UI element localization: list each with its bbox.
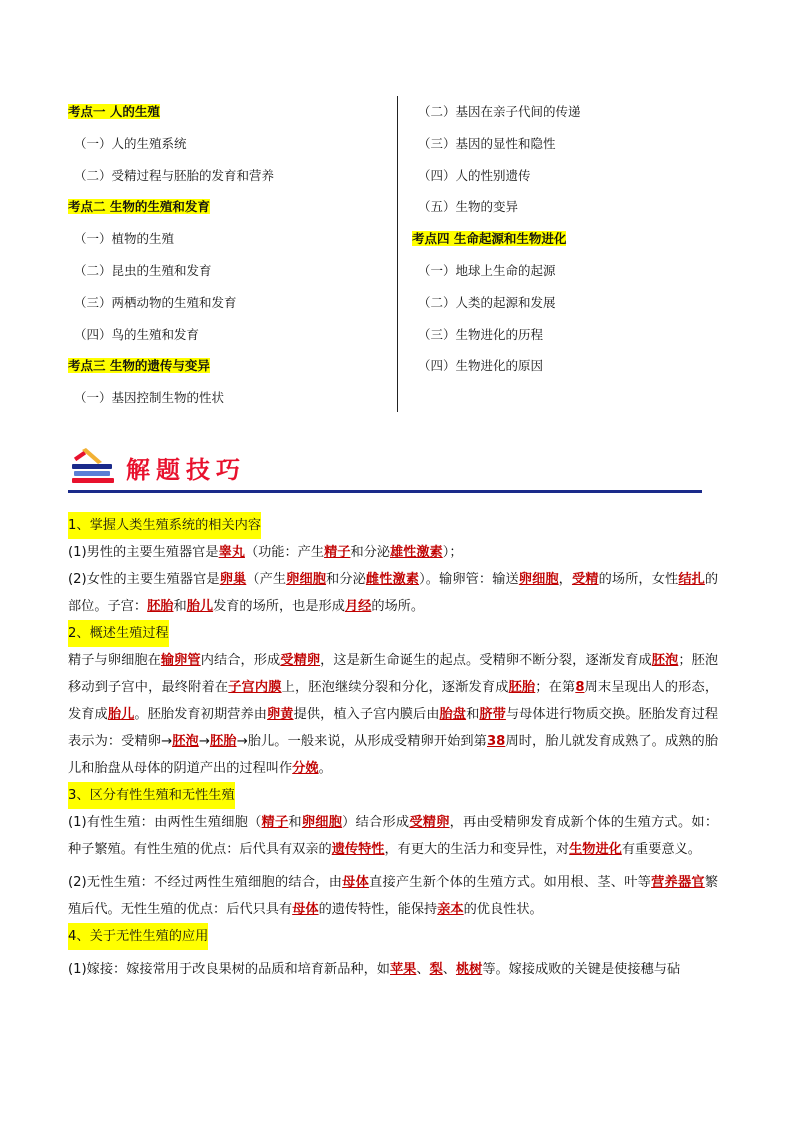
outline-text: （一）植物的生殖 <box>74 231 175 247</box>
key-term: 分娩 <box>292 761 319 776</box>
outline-text: （三）基因的显性和隐性 <box>418 135 556 151</box>
key-term: 卵细胞 <box>518 572 559 587</box>
text-run: 的场所。 <box>371 599 425 614</box>
key-term: 38 <box>486 734 506 749</box>
outline-subitem <box>412 255 712 287</box>
text-run: 的遗传特性，能保持 <box>318 902 438 917</box>
outline-subitem <box>412 350 712 382</box>
outline-heading <box>68 96 398 128</box>
text-run: 、 <box>416 962 430 977</box>
key-term: 生物进化 <box>569 842 622 857</box>
outline-text: （四）人的性别遗传 <box>418 167 531 183</box>
text-run: 内结合，形成 <box>200 653 281 668</box>
outline-subitem <box>68 160 398 192</box>
text-run: 周末呈现出人的形态，发育成 <box>68 680 719 722</box>
key-term: 亲本 <box>437 902 464 917</box>
text-run: 的部位。子宫： <box>68 572 719 614</box>
outline-subitem <box>68 128 398 160</box>
outline-right-column <box>412 96 712 382</box>
text-run: (1)嫁接：嫁接常用于改良果树的品质和培育新品种，如 <box>68 962 390 977</box>
text-run: ）。输卵管：输送 <box>419 572 519 587</box>
paragraph <box>68 647 718 782</box>
key-term: 受精卵 <box>280 653 321 668</box>
text-run: ）； <box>442 545 463 560</box>
text-run: (2)无性生殖：不经过两性生殖细胞的结合，由 <box>68 875 343 890</box>
paragraph <box>68 566 718 620</box>
text-run: 。 <box>318 761 332 776</box>
outline-heading <box>68 191 398 223</box>
text-run: ，这是新生命诞生的起点。受精卵不断分裂，逐渐发育成 <box>320 653 652 668</box>
outline-text: （一）人的生殖系统 <box>74 135 187 151</box>
key-term: 胚胎 <box>508 680 536 695</box>
tips-body <box>68 512 718 983</box>
text-run: ）结合形成 <box>342 815 410 830</box>
outline-subitem <box>68 223 398 255</box>
outline-subitem <box>412 287 712 319</box>
key-term: 睾丸 <box>218 545 245 560</box>
key-term: 月经 <box>344 599 372 614</box>
section-banner <box>68 442 702 498</box>
key-term: 雄性激素 <box>390 545 443 560</box>
key-term: 胎儿 <box>107 707 135 722</box>
text-run: (1)有性生殖：由两性生殖细胞（ <box>68 815 262 830</box>
outline-text: （二）基因在亲子代间的传递 <box>418 104 581 119</box>
text-run: 发育的场所，也是形成 <box>213 599 345 614</box>
text-run: → <box>198 734 210 749</box>
paragraph <box>68 809 718 863</box>
text-run: 和 <box>466 707 480 722</box>
outline-subitem <box>412 160 712 192</box>
paragraph <box>68 869 718 923</box>
text-run: 繁殖后代。无性生殖的优点：后代只具有 <box>68 875 719 917</box>
paragraph <box>68 539 718 566</box>
outline-text: 考点一 人的生殖 <box>68 104 160 119</box>
key-term: 输卵管 <box>160 653 201 668</box>
outline-left-column <box>68 96 398 414</box>
key-term: 母体 <box>292 902 319 917</box>
text-run: 与母体进行物质交换。胚胎发育过程表示为：受精卵→ <box>68 707 719 749</box>
key-term: 结扎 <box>678 572 705 587</box>
text-run: 和 <box>173 599 187 614</box>
text-run: (1)男性的主要生殖器官是 <box>68 545 219 560</box>
section-underline <box>68 490 702 493</box>
text-run: 和分泌 <box>326 572 366 587</box>
text-run: 的场所，女性 <box>598 572 679 587</box>
text-run: 的优良性状。 <box>463 902 543 917</box>
text-run: ；在第 <box>535 680 576 695</box>
text-run: 提供，植入子宫内膜后由 <box>293 707 440 722</box>
key-term: 营养器官 <box>651 875 705 890</box>
key-term: 遗传特性 <box>331 842 385 857</box>
text-run: →胎儿。一般来说，从形成受精卵开始到第 <box>236 734 487 749</box>
key-term: 卵细胞 <box>301 815 343 830</box>
section-heading <box>68 512 718 539</box>
key-term: 8 <box>575 680 585 695</box>
key-term: 胎盘 <box>439 707 467 722</box>
outline-subitem <box>68 255 398 287</box>
key-term: 受精卵 <box>409 815 450 830</box>
text-run: ，有更大的生活力和变异性，对 <box>384 842 570 857</box>
outline-heading <box>412 223 712 255</box>
text-run: 、 <box>442 962 456 977</box>
paragraph <box>68 956 718 983</box>
key-term: 卵黄 <box>267 707 294 722</box>
section-heading-text: 2、概述生殖过程 <box>68 620 169 647</box>
key-term: 苹果 <box>390 962 417 977</box>
outline-table <box>68 96 708 412</box>
key-term: 脐带 <box>479 707 506 722</box>
text-run: ， <box>558 572 572 587</box>
text-run: ；胚泡移动到子宫中，最终附着在 <box>68 653 719 695</box>
outline-text: （四）鸟的生殖和发育 <box>74 326 200 342</box>
outline-text: 考点二 生物的生殖和发育 <box>68 199 210 215</box>
key-term: 受精 <box>571 572 599 587</box>
outline-text: （四）生物进化的原因 <box>418 358 544 374</box>
outline-text: （二）人类的起源和发展 <box>418 294 556 310</box>
outline-text: （二）受精过程与胚胎的发育和营养 <box>74 167 275 183</box>
key-term: 桃树 <box>455 962 483 977</box>
key-term: 子宫内膜 <box>228 680 282 695</box>
pencil-books-icon <box>72 448 118 488</box>
outline-subitem <box>68 287 398 319</box>
outline-subitem <box>68 382 398 414</box>
key-term: 雌性激素 <box>365 572 420 587</box>
key-term: 卵巢 <box>219 572 247 587</box>
outline-text: 考点四 生命起源和生物进化 <box>412 231 567 247</box>
text-run: （产生 <box>246 572 287 587</box>
key-term: 母体 <box>342 875 370 890</box>
text-run: 等。嫁接成败的关键是使接穗与砧 <box>482 962 681 977</box>
text-run: 和分泌 <box>350 545 390 560</box>
text-run: （功能：产生 <box>244 545 325 560</box>
key-term: 卵细胞 <box>286 572 327 587</box>
text-run: 周时，胎儿就发育成熟了。成熟的胎儿和胎盘从母体的阴道产出的过程叫作 <box>68 734 719 776</box>
outline-subitem <box>412 319 712 351</box>
text-run: (2)女性的主要生殖器官是 <box>68 572 220 587</box>
text-run: 直接产生新个体的生殖方式。如用根、茎、叶等 <box>369 875 652 890</box>
section-heading-text: 3、区分有性生殖和无性生殖 <box>68 782 235 809</box>
outline-subitem <box>412 128 712 160</box>
outline-subitem <box>68 319 398 351</box>
outline-heading <box>68 350 398 382</box>
section-heading <box>68 620 718 647</box>
text-run: 。胚胎发育初期营养由 <box>134 707 268 722</box>
outline-subitem <box>412 96 712 128</box>
key-term: 精子 <box>261 815 289 830</box>
column-divider <box>397 96 398 412</box>
text-run: 精子与卵细胞在 <box>68 653 161 668</box>
section-heading-text: 1、掌握人类生殖系统的相关内容 <box>68 512 261 539</box>
outline-text: （五）生物的变异 <box>418 199 519 215</box>
key-term: 胎儿 <box>186 599 214 614</box>
key-term: 胚胎 <box>147 599 174 614</box>
outline-subitem <box>412 191 712 223</box>
outline-text: （一）基因控制生物的性状 <box>74 390 225 406</box>
key-term: 胚泡 <box>651 653 679 668</box>
outline-text: （三）两栖动物的生殖和发育 <box>74 294 237 310</box>
key-term: 胚胎 <box>209 734 237 749</box>
section-title: 解题技巧 <box>126 455 246 484</box>
section-heading <box>68 923 718 950</box>
outline-text: （一）地球上生命的起源 <box>418 262 556 278</box>
text-run: ，再由受精卵发育成新个体的生殖方式。如：种子繁殖。有性生殖的优点：后代具有双亲的 <box>68 815 719 857</box>
outline-text: 考点三 生物的遗传与变异 <box>68 358 210 374</box>
text-run: 有重要意义。 <box>621 842 701 857</box>
key-term: 梨 <box>429 962 443 977</box>
key-term: 胚泡 <box>172 734 199 749</box>
outline-text: （三）生物进化的历程 <box>418 326 544 342</box>
section-heading <box>68 782 718 809</box>
section-heading-text: 4、关于无性生殖的应用 <box>68 923 208 950</box>
text-run: 和 <box>288 815 302 830</box>
key-term: 精子 <box>324 545 351 560</box>
text-run: 上，胚泡继续分裂和分化，逐渐发育成 <box>281 680 509 695</box>
outline-text: （二）昆虫的生殖和发育 <box>74 262 212 278</box>
